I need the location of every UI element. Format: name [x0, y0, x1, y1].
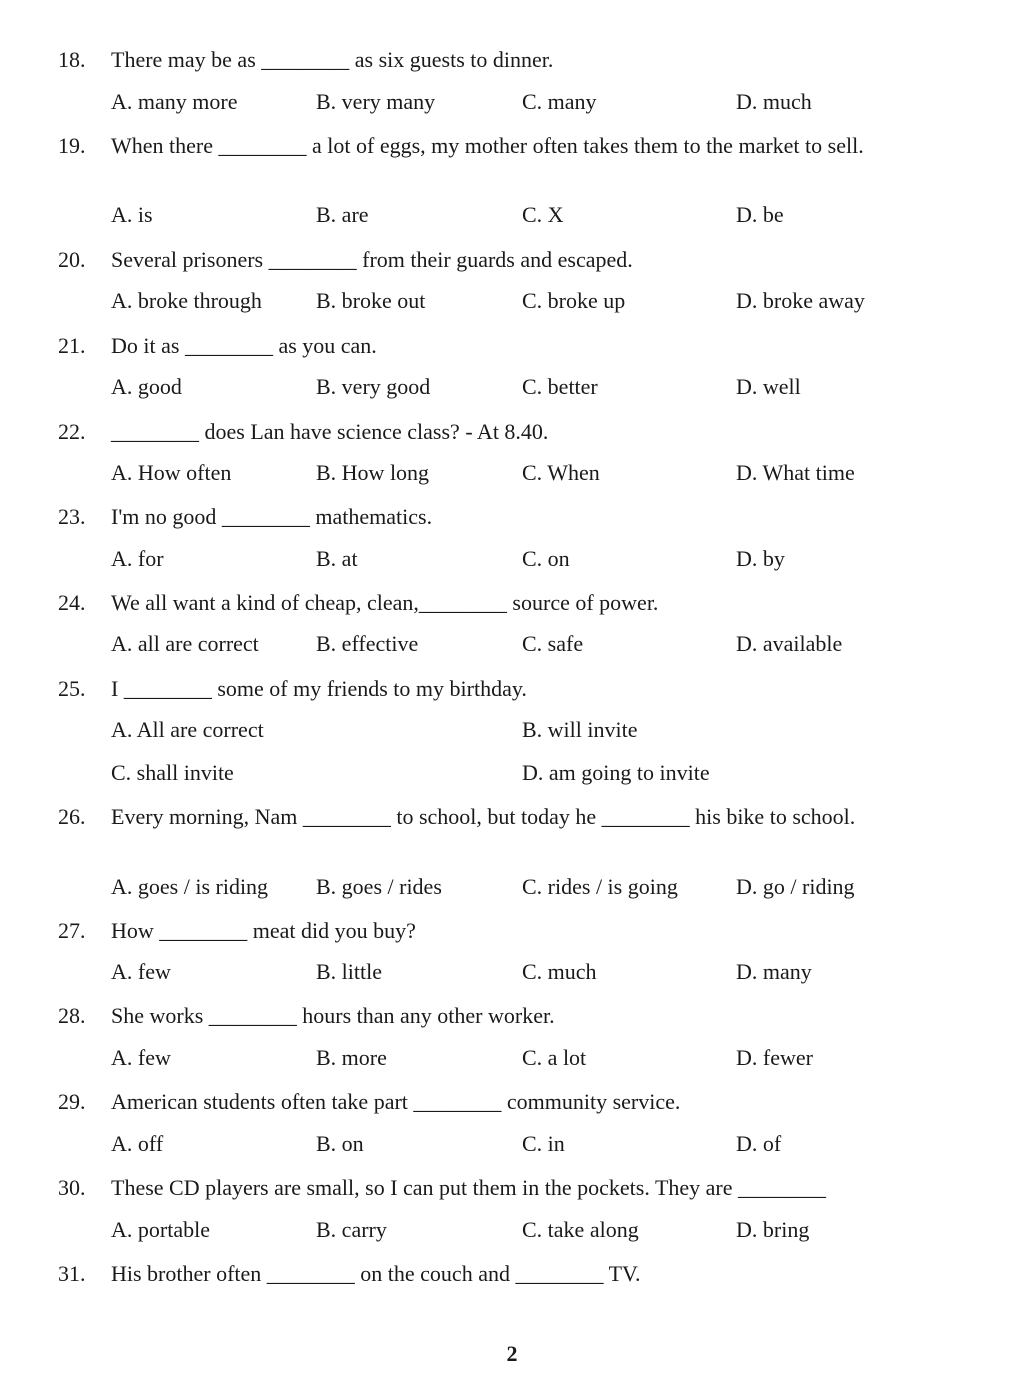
question-number: 22. [58, 419, 86, 444]
option-d[interactable]: D. fewer [736, 1045, 813, 1070]
options-25-row1 [111, 717, 971, 747]
question-number: 28. [58, 1003, 86, 1028]
option-d[interactable]: D. broke away [736, 288, 865, 313]
option-c[interactable]: C. better [522, 374, 598, 399]
question-number: 26. [58, 804, 86, 829]
options-28 [111, 1045, 971, 1075]
option-b[interactable]: B. at [316, 546, 358, 571]
question-number: 23. [58, 504, 86, 529]
options-29 [111, 1131, 971, 1161]
option-d[interactable]: D. be [736, 202, 784, 227]
option-b[interactable]: B. carry [316, 1217, 387, 1242]
options-27 [111, 959, 971, 989]
option-c[interactable]: C. take along [522, 1217, 639, 1242]
option-d[interactable]: D. available [736, 631, 843, 656]
option-b[interactable]: B. effective [316, 631, 419, 656]
option-a[interactable]: A. All are correct [111, 717, 264, 742]
question-number: 21. [58, 333, 86, 358]
option-b[interactable]: B. more [316, 1045, 387, 1070]
question-number: 24. [58, 590, 86, 615]
options-19 [111, 202, 971, 232]
question-number: 20. [58, 247, 86, 272]
question-text: These CD players are small, so I can put them in the pockets. They are ________ [111, 1175, 827, 1200]
question-number: 18. [58, 47, 86, 72]
options-22 [111, 460, 971, 490]
question-text: I'm no good ________ mathematics. [111, 504, 433, 529]
question-text: When there ________ a lot of eggs, my mother often takes them to the market to sell. [111, 133, 864, 158]
option-b[interactable]: B. on [316, 1131, 364, 1156]
question-number: 30. [58, 1175, 86, 1200]
option-c[interactable]: C. When [522, 460, 600, 485]
options-30 [111, 1217, 971, 1247]
option-a[interactable]: A. for [111, 546, 164, 571]
question-text: How ________ meat did you buy? [111, 918, 416, 943]
option-a[interactable]: A. broke through [111, 288, 262, 313]
option-d[interactable]: D. many [736, 959, 812, 984]
option-d[interactable]: D. am going to invite [522, 760, 710, 785]
question-text: American students often take part ________ community service. [111, 1089, 681, 1114]
option-c[interactable]: C. shall invite [111, 760, 234, 785]
question-text: I ________ some of my friends to my birthday. [111, 676, 527, 701]
option-b[interactable]: B. are [316, 202, 369, 227]
option-d[interactable]: D. go / riding [736, 874, 855, 899]
options-26 [111, 874, 971, 904]
option-b[interactable]: B. How long [316, 460, 430, 485]
question-number: 19. [58, 133, 86, 158]
option-d[interactable]: D. of [736, 1131, 782, 1156]
option-d[interactable]: D. bring [736, 1217, 810, 1242]
option-a[interactable]: A. many more [111, 89, 238, 114]
question-number: 29. [58, 1089, 86, 1114]
question-text: We all want a kind of cheap, clean,________ source of power. [111, 590, 659, 615]
options-20 [111, 288, 971, 318]
page-number: 2 [506, 1341, 518, 1366]
option-b[interactable]: B. little [316, 959, 382, 984]
option-c[interactable]: C. many [522, 89, 597, 114]
option-c[interactable]: C. broke up [522, 288, 626, 313]
options-21 [111, 374, 971, 404]
option-d[interactable]: D. by [736, 546, 785, 571]
option-c[interactable]: C. in [522, 1131, 565, 1156]
options-23 [111, 546, 971, 576]
option-b[interactable]: B. will invite [522, 717, 638, 742]
option-b[interactable]: B. goes / rides [316, 874, 442, 899]
option-c[interactable]: C. safe [522, 631, 584, 656]
question-number: 31. [58, 1261, 86, 1286]
option-c[interactable]: C. rides / is going [522, 874, 678, 899]
option-c[interactable]: C. X [522, 202, 564, 227]
option-c[interactable]: C. on [522, 546, 570, 571]
question-text: Do it as ________ as you can. [111, 333, 377, 358]
options-25-row2 [111, 760, 971, 790]
question-text: Every morning, Nam ________ to school, but today he ________ his bike to school. [111, 804, 856, 829]
question-text: His brother often ________ on the couch and ________ TV. [111, 1261, 641, 1286]
option-c[interactable]: C. much [522, 959, 597, 984]
question-number: 27. [58, 918, 86, 943]
option-d[interactable]: D. well [736, 374, 801, 399]
option-b[interactable]: B. very good [316, 374, 431, 399]
question-number: 25. [58, 676, 86, 701]
question-text: She works ________ hours than any other worker. [111, 1003, 555, 1028]
question-text: ________ does Lan have science class? - At 8.40. [111, 419, 549, 444]
option-a[interactable]: A. all are correct [111, 631, 259, 656]
options-24 [111, 631, 971, 661]
question-text: Several prisoners ________ from their guards and escaped. [111, 247, 633, 272]
question-text: There may be as ________ as six guests to dinner. [111, 47, 554, 72]
option-a[interactable]: A. few [111, 1045, 171, 1070]
option-a[interactable]: A. goes / is riding [111, 874, 269, 899]
option-a[interactable]: A. off [111, 1131, 164, 1156]
option-d[interactable]: D. What time [736, 460, 855, 485]
option-a[interactable]: A. good [111, 374, 182, 399]
option-b[interactable]: B. very many [316, 89, 436, 114]
option-a[interactable]: A. is [111, 202, 153, 227]
option-a[interactable]: A. portable [111, 1217, 210, 1242]
option-b[interactable]: B. broke out [316, 288, 426, 313]
option-c[interactable]: C. a lot [522, 1045, 587, 1070]
options-18 [111, 89, 971, 119]
option-a[interactable]: A. How often [111, 460, 232, 485]
option-a[interactable]: A. few [111, 959, 171, 984]
option-d[interactable]: D. much [736, 89, 812, 114]
